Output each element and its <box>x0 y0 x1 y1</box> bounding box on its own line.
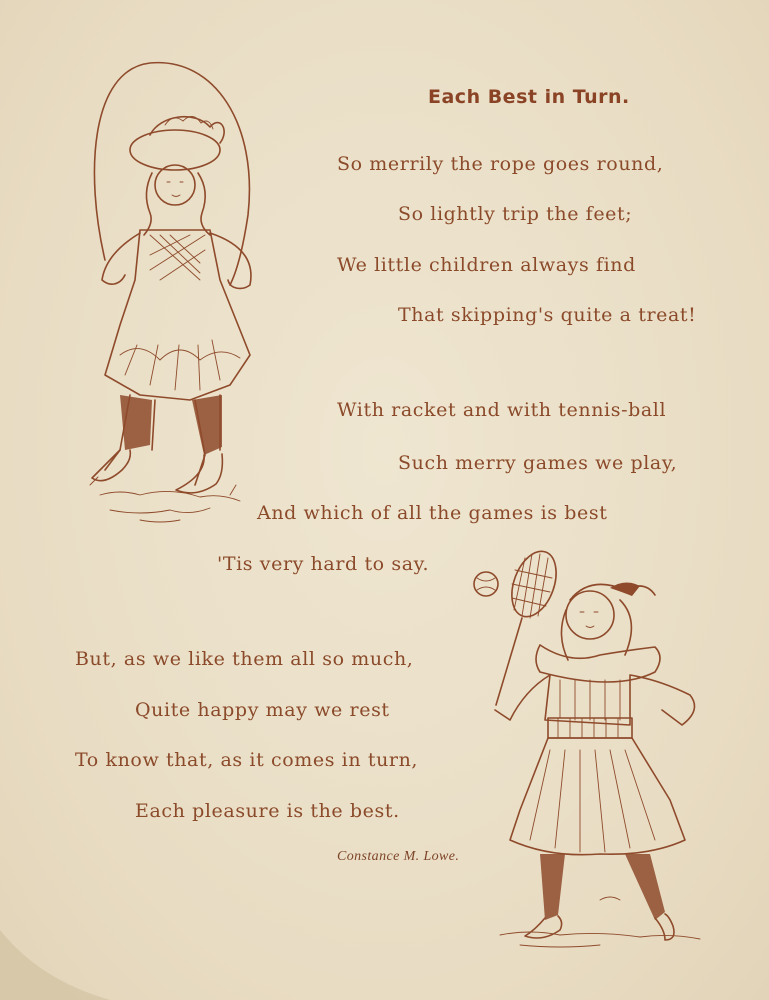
tennis-girl-illustration <box>470 540 720 950</box>
poem-line: But, as we like them all so much, <box>75 648 414 670</box>
poem-line: Each pleasure is the best. <box>135 800 400 822</box>
poem-line: Quite happy may we rest <box>135 699 390 721</box>
poem-line: And which of all the games is best <box>257 502 608 524</box>
poem-line: To know that, as it comes in turn, <box>75 749 419 771</box>
folded-corner-shadow <box>0 910 110 1000</box>
poem-line: That skipping's quite a treat! <box>398 304 697 326</box>
poem-line: With racket and with tennis-ball <box>337 399 667 421</box>
poem-line: 'Tis very hard to say. <box>217 553 430 575</box>
poem-line: Such merry games we play, <box>398 452 678 474</box>
poem-author: Constance M. Lowe. <box>337 849 460 864</box>
poem-line: We little children always find <box>337 254 636 276</box>
skipping-girl-illustration <box>80 55 280 530</box>
poem-line: So merrily the rope goes round, <box>337 153 664 175</box>
poem-line: So lightly trip the feet; <box>398 203 633 225</box>
poem-title: Each Best in Turn. <box>428 86 630 108</box>
